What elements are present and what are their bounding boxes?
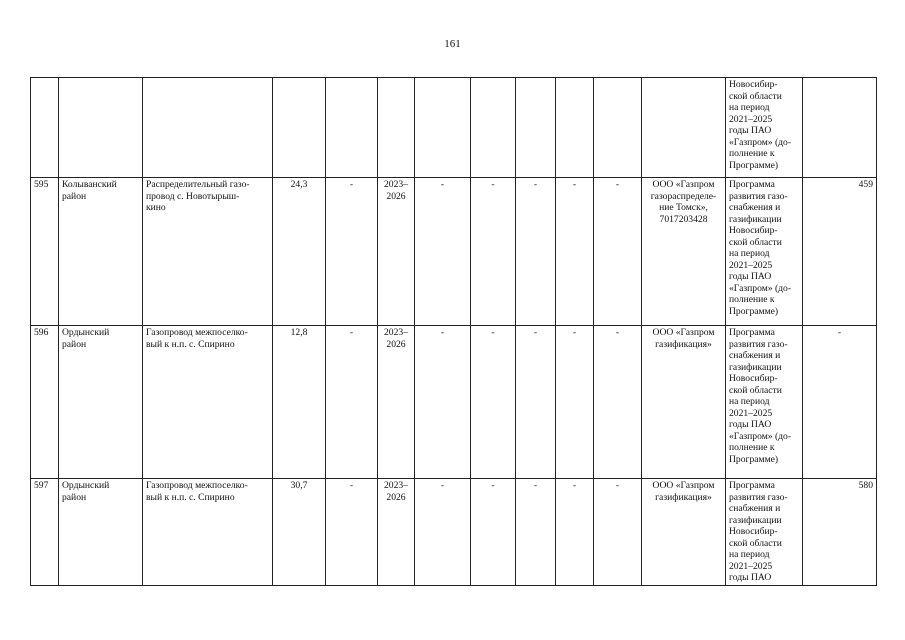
cell-program: Новосибир- ской области на период 2021–2025 годы ПАО «Газпром» (до- полнение к Программе) bbox=[726, 78, 803, 178]
cell-col10: - bbox=[556, 479, 594, 586]
cell-col11 bbox=[594, 78, 642, 178]
cell-col11: - bbox=[594, 178, 642, 326]
cell-no: 596 bbox=[31, 326, 59, 479]
cell-col8: - bbox=[471, 479, 516, 586]
cell-length: 12,8 bbox=[273, 326, 326, 479]
cell-district: Ордынский район bbox=[59, 479, 143, 586]
cell-district: Ордынский район bbox=[59, 326, 143, 479]
cell-object: Газопровод межпоселко- вый к н.п. с. Спирино bbox=[143, 479, 273, 586]
registry-table bbox=[30, 77, 877, 586]
cell-no: 597 bbox=[31, 479, 59, 586]
cell-program: Программа развития газо- снабжения и газификации Новосибир- ской области на период 2021–2025 годы ПАО «Газпром» (до- полнение к Программе) bbox=[726, 178, 803, 326]
cell-length bbox=[273, 78, 326, 178]
cell-executor: ООО «Газпром газификация» bbox=[642, 326, 726, 479]
cell-last: - bbox=[803, 326, 877, 479]
cell-years bbox=[378, 78, 415, 178]
cell-program: Программа развития газо- снабжения и газификации Новосибир- ской области на период 2021–2025 годы ПАО bbox=[726, 479, 803, 586]
cell-program: Программа развития газо- снабжения и газификации Новосибир- ской области на период 2021–2025 годы ПАО «Газпром» (до- полнение к Программе) bbox=[726, 326, 803, 479]
cell-col10: - bbox=[556, 326, 594, 479]
cell-col8 bbox=[471, 78, 516, 178]
cell-district bbox=[59, 78, 143, 178]
cell-col9 bbox=[516, 78, 556, 178]
cell-col5 bbox=[326, 78, 378, 178]
cell-col7 bbox=[415, 78, 471, 178]
cell-col11: - bbox=[594, 326, 642, 479]
cell-last: 459 bbox=[803, 178, 877, 326]
cell-col10 bbox=[556, 78, 594, 178]
cell-col9: - bbox=[516, 479, 556, 586]
cell-years: 2023– 2026 bbox=[378, 326, 415, 479]
cell-object: Распределительный газо- провод с. Новотырыш- кино bbox=[143, 178, 273, 326]
cell-col8: - bbox=[471, 326, 516, 479]
cell-col10: - bbox=[556, 178, 594, 326]
cell-object bbox=[143, 78, 273, 178]
cell-no: 595 bbox=[31, 178, 59, 326]
cell-length: 30,7 bbox=[273, 479, 326, 586]
cell-executor: ООО «Газпром газификация» bbox=[642, 479, 726, 586]
cell-no bbox=[31, 78, 59, 178]
cell-col9: - bbox=[516, 178, 556, 326]
cell-col11: - bbox=[594, 479, 642, 586]
cell-col7: - bbox=[415, 326, 471, 479]
table-row bbox=[31, 326, 877, 479]
cell-col5: - bbox=[326, 479, 378, 586]
cell-col5: - bbox=[326, 178, 378, 326]
cell-object: Газопровод межпоселко- вый к н.п. с. Спирино bbox=[143, 326, 273, 479]
cell-last bbox=[803, 78, 877, 178]
cell-col8: - bbox=[471, 178, 516, 326]
cell-col5: - bbox=[326, 326, 378, 479]
continuation-row bbox=[31, 78, 877, 178]
page-number: 161 bbox=[444, 38, 461, 50]
cell-executor: ООО «Газпром газораспределе- ние Томск», 7017203428 bbox=[642, 178, 726, 326]
table-row bbox=[31, 479, 877, 586]
table-row bbox=[31, 178, 877, 326]
cell-col7: - bbox=[415, 178, 471, 326]
cell-years: 2023– 2026 bbox=[378, 178, 415, 326]
cell-district: Колыванский район bbox=[59, 178, 143, 326]
cell-col7: - bbox=[415, 479, 471, 586]
cell-executor bbox=[642, 78, 726, 178]
cell-years: 2023– 2026 bbox=[378, 479, 415, 586]
cell-col9: - bbox=[516, 326, 556, 479]
cell-length: 24,3 bbox=[273, 178, 326, 326]
cell-last: 580 bbox=[803, 479, 877, 586]
